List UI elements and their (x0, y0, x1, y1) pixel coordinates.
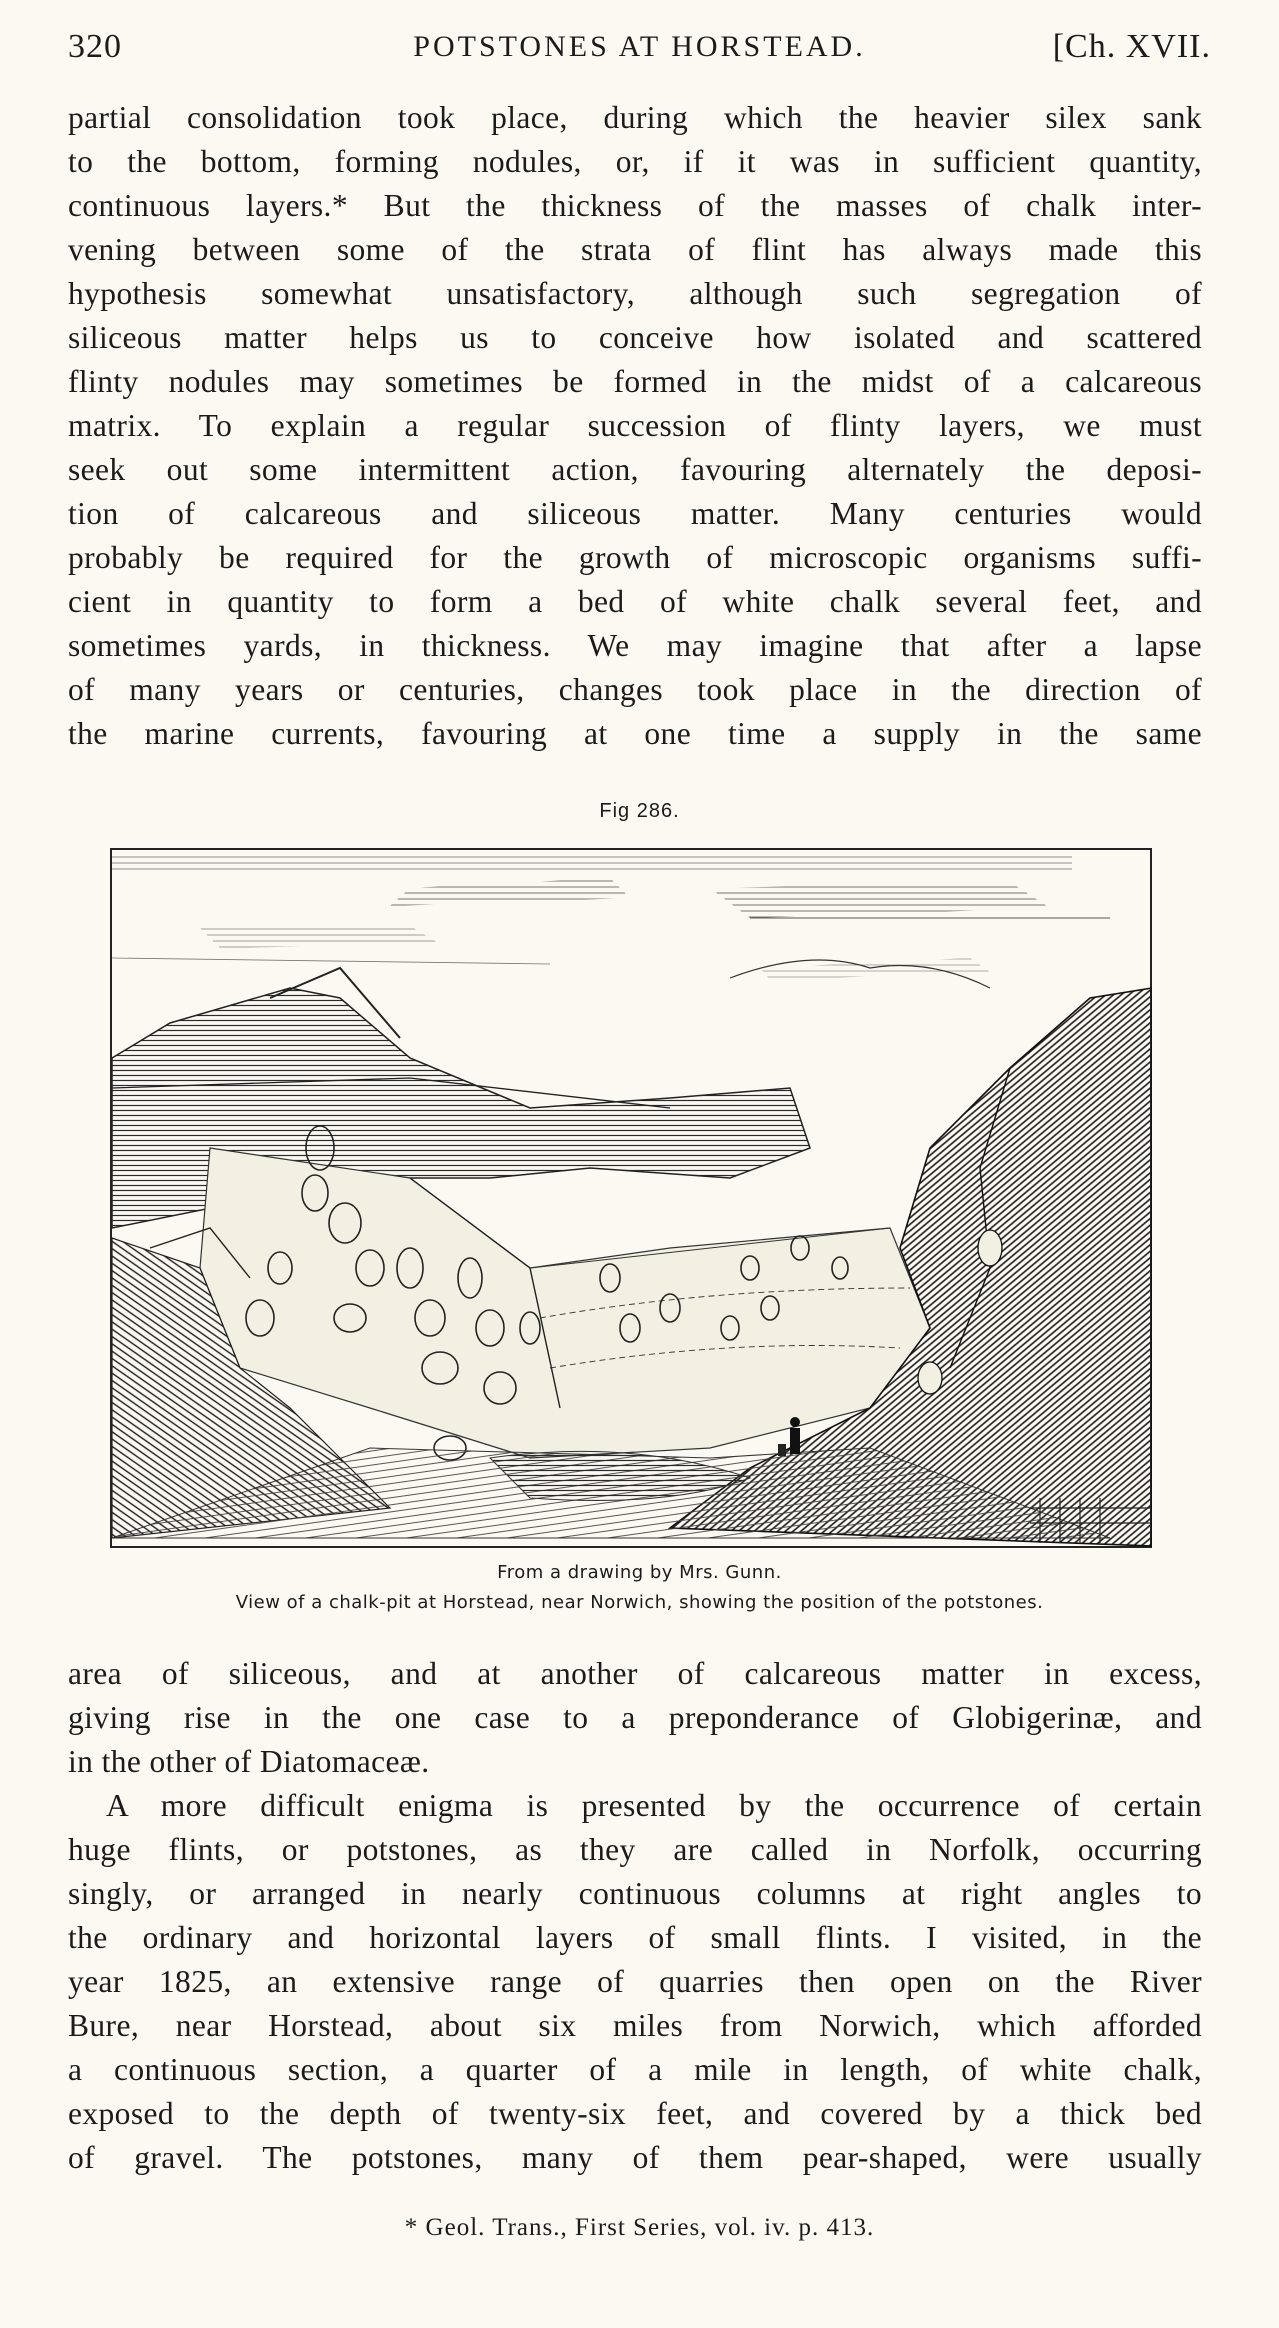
text-line: hypothesis somewhat unsatisfactory, although such segregation of (68, 276, 1202, 311)
text-line: partial consolidation took place, during which the heavier silex sank (68, 100, 1202, 135)
text-line: Bure, near Horstead, about six miles from Norwich, which afforded (68, 2008, 1202, 2043)
paragraph-2 (68, 1652, 1202, 1784)
chapter-marker: [Ch. XVII. (1052, 28, 1211, 65)
text-line: probably be required for the growth of microscopic organisms suffi- (68, 540, 1202, 575)
text-line: the ordinary and horizontal layers of small flints. I visited, in the (68, 1920, 1202, 1955)
text-line: exposed to the depth of twenty-six feet, and covered by a thick bed (68, 2096, 1202, 2131)
text-line: tion of calcareous and siliceous matter. Many centuries would (68, 496, 1202, 531)
text-line: matrix. To explain a regular succession of flinty layers, we must (68, 408, 1202, 443)
figure-label: Fig 286. (599, 800, 680, 822)
running-title: POTSTONES AT HORSTEAD. (413, 30, 866, 63)
text-line: siliceous matter helps us to conceive how isolated and scattered (68, 320, 1202, 355)
chalk-pit-engraving (110, 848, 1152, 1548)
text-line: in the other of Diatomaceæ. (68, 1744, 430, 1779)
footnote: * Geol. Trans., First Series, vol. iv. p. 413. (404, 2214, 875, 2241)
text-line: area of siliceous, and at another of calcareous matter in excess, (68, 1656, 1202, 1691)
text-line: year 1825, an extensive range of quarries then open on the River (68, 1964, 1202, 1999)
paragraph-3 (68, 1784, 1202, 2180)
figure-credit: From a drawing by Mrs. Gunn. (497, 1562, 782, 1583)
text-line: sometimes yards, in thickness. We may imagine that after a lapse (68, 628, 1202, 663)
text-line: cient in quantity to form a bed of white chalk several feet, and (68, 584, 1202, 619)
figure-caption: View of a chalk-pit at Horstead, near Norwich, showing the position of the potstones. (235, 1592, 1044, 1613)
text-line: flinty nodules may sometimes be formed in the midst of a calcareous (68, 364, 1202, 399)
running-header (68, 28, 1211, 78)
text-line: the marine currents, favouring at one time a supply in the same (68, 716, 1202, 751)
text-line: continuous layers.* But the thickness of the masses of chalk inter- (68, 188, 1202, 223)
text-line: A more difficult enigma is presented by the occurrence of certain (106, 1788, 1202, 1823)
text-line: to the bottom, forming nodules, or, if it was in sufficient quantity, (68, 144, 1202, 179)
text-line: a continuous section, a quarter of a mile in length, of white chalk, (68, 2052, 1202, 2087)
paragraph-1 (68, 96, 1202, 756)
text-line: seek out some intermittent action, favouring alternately the deposi- (68, 452, 1202, 487)
text-line: singly, or arranged in nearly continuous columns at right angles to (68, 1876, 1202, 1911)
text-line: of many years or centuries, changes took place in the direction of (68, 672, 1202, 707)
text-line: huge flints, or potstones, as they are called in Norfolk, occurring (68, 1832, 1202, 1867)
text-line: of gravel. The potstones, many of them pear-shaped, were usually (68, 2140, 1202, 2175)
text-line: vening between some of the strata of flint has always made this (68, 232, 1202, 267)
text-line: giving rise in the one case to a preponderance of Globigerinæ, and (68, 1700, 1202, 1735)
page-number: 320 (68, 28, 122, 65)
